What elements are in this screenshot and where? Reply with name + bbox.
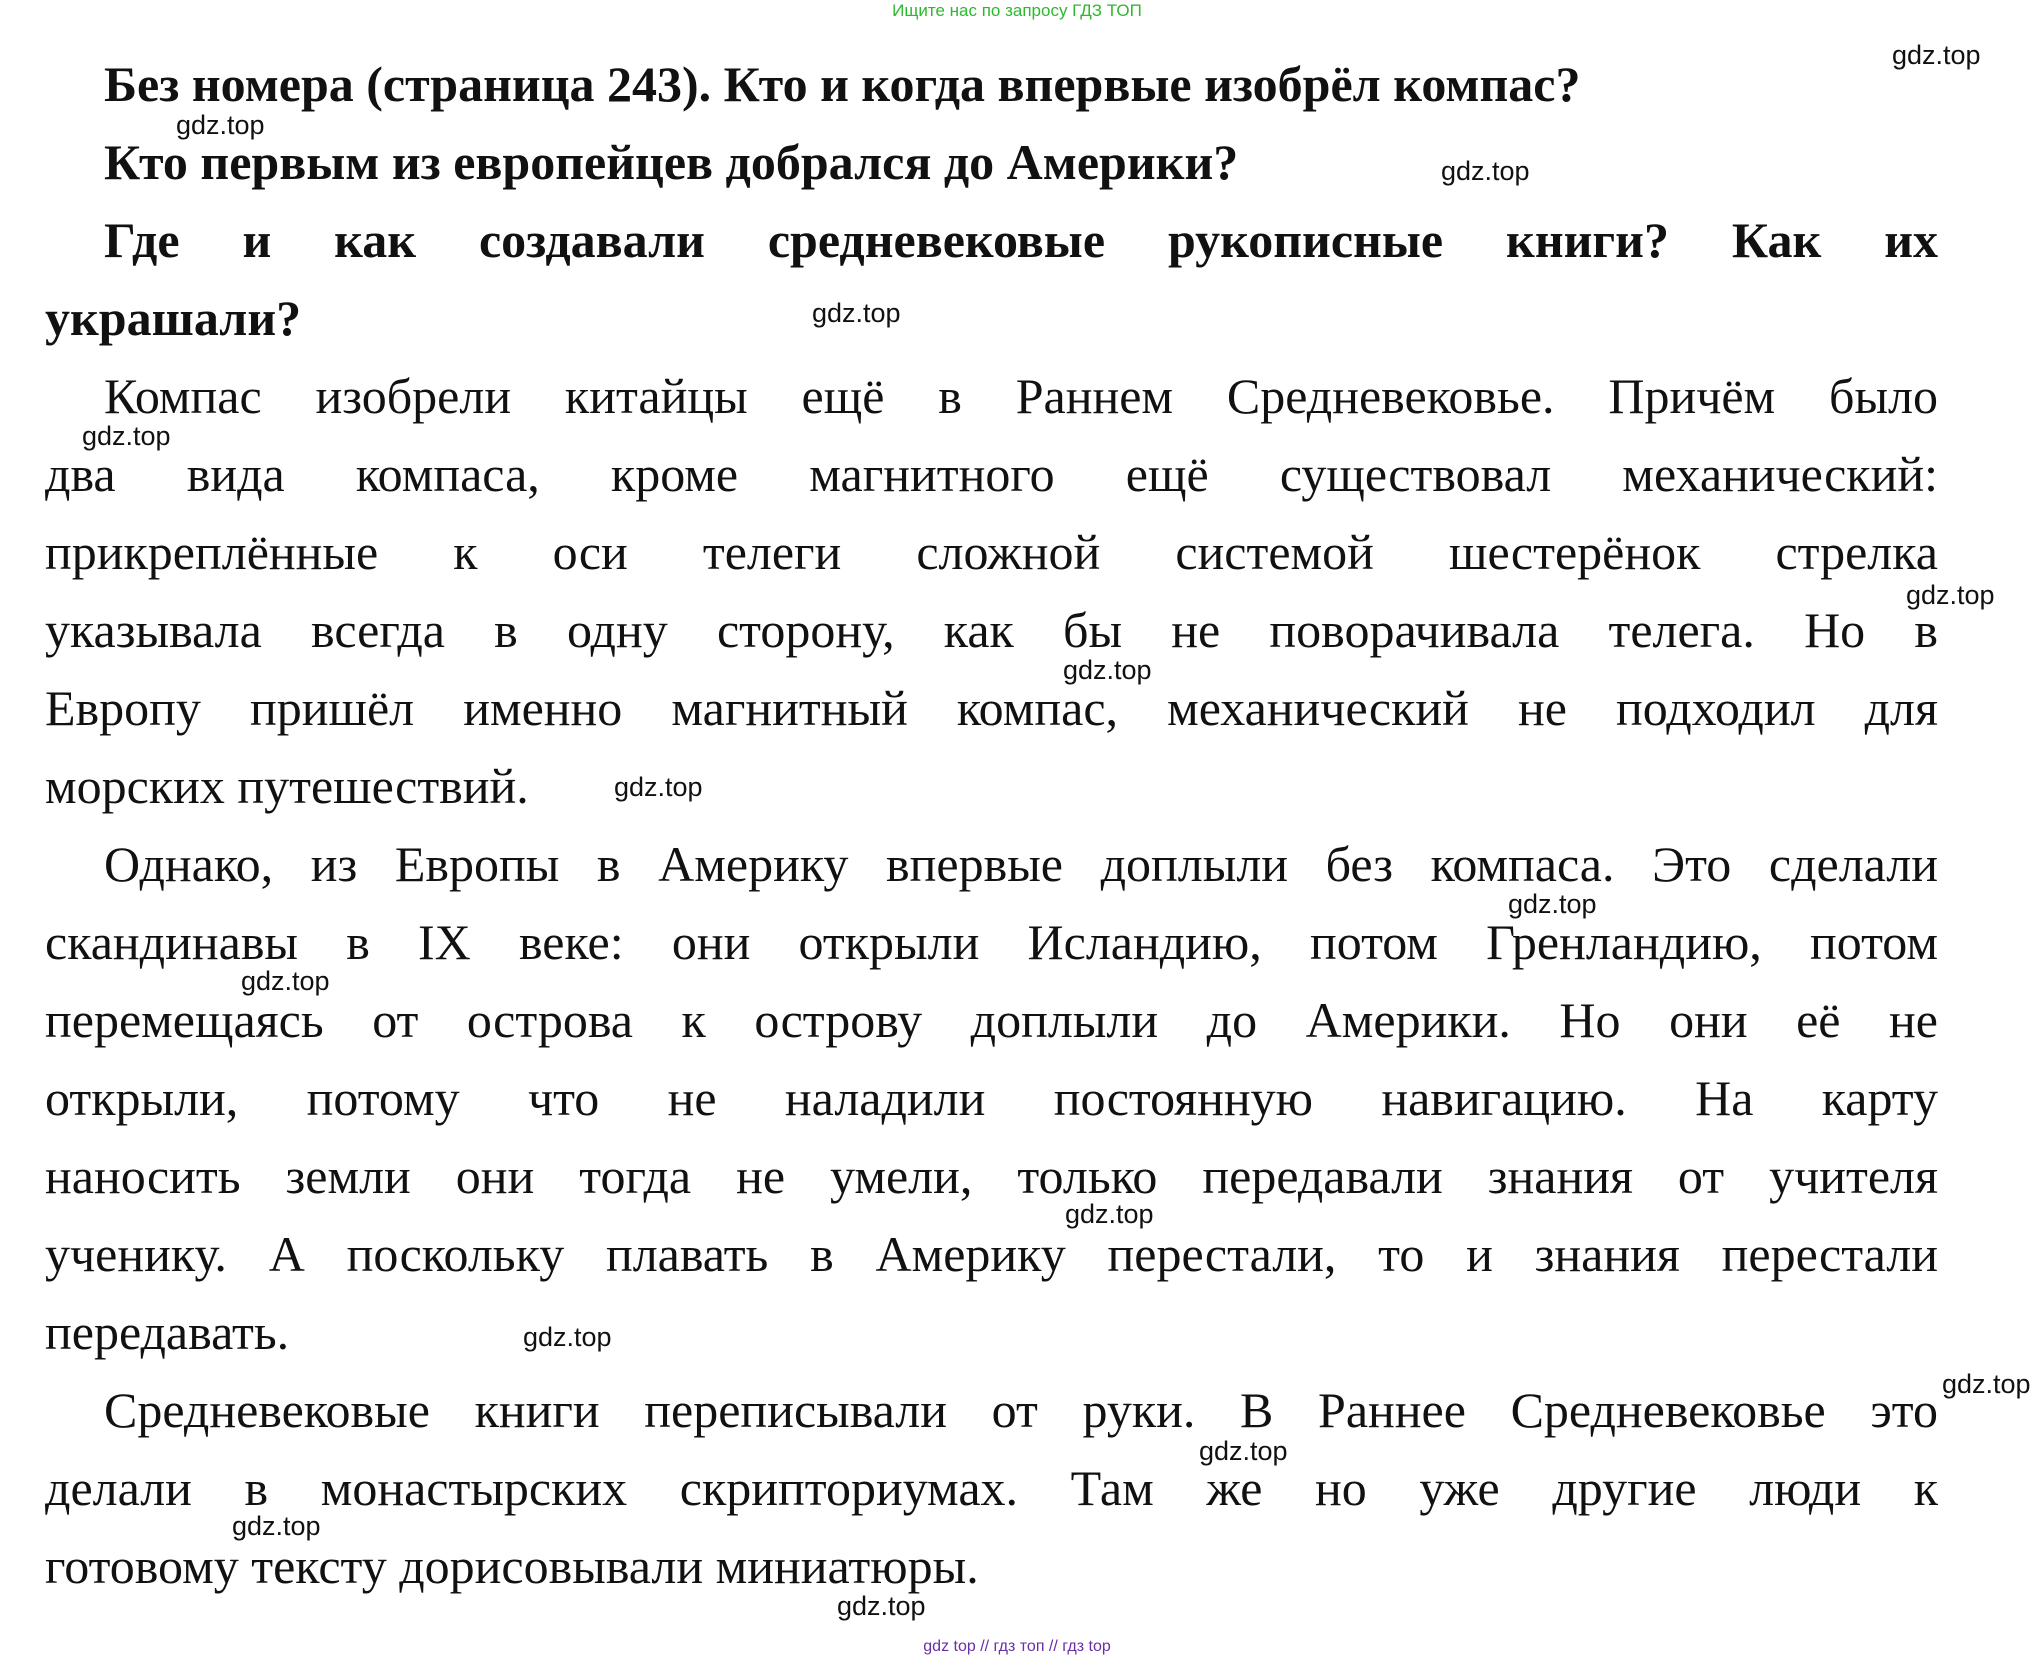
paragraph-line: Компас изобрели китайцы ещё в Раннем Средневековье. Причём было <box>104 368 1938 424</box>
question-line: Без номера (страница 243). Кто и когда впервые изобрёл компас? <box>104 56 1581 112</box>
question-line: Где и как создавали средневековые рукописные книги? Как их <box>104 212 1938 268</box>
top-note: Ищите нас по запросу ГДЗ ТОП <box>892 1 1142 20</box>
paragraph-line: Однако, из Европы в Америку впервые доплыли без компаса. Это сделали <box>104 836 1938 892</box>
paragraph-line: Европу пришёл именно магнитный компас, механический не подходил для <box>45 680 1938 736</box>
paragraph-line: скандинавы в IX веке: они открыли Исландию, потом Гренландию, потом <box>45 914 1938 970</box>
paragraph-line: Средневековые книги переписывали от руки. В Раннее Средневековье это <box>104 1382 1938 1438</box>
paragraph-line: перемещаясь от острова к острову доплыли до Америки. Но они её не <box>45 992 1938 1048</box>
watermark: gdz.top <box>523 1322 612 1352</box>
paragraph-line: передавать. <box>45 1304 290 1360</box>
watermark: gdz.top <box>176 110 265 140</box>
paragraph-line: делали в монастырских скрипториумах. Там же но уже другие люди к <box>45 1460 1938 1516</box>
watermark: gdz.top <box>1065 1199 1154 1229</box>
paragraph-line: указывала всегда в одну сторону, как бы не поворачивала телега. Но в <box>45 602 1938 658</box>
watermark: gdz.top <box>232 1511 321 1541</box>
paragraph-line: прикреплённые к оси телеги сложной системой шестерёнок стрелка <box>45 524 1938 580</box>
watermark: gdz.top <box>82 421 171 451</box>
paragraph-line: готовому тексту дорисовывали миниатюры. <box>45 1538 979 1594</box>
watermark: gdz.top <box>614 772 703 802</box>
watermark: gdz.top <box>1199 1436 1288 1466</box>
paragraph-line: открыли, потому что не наладили постоянную навигацию. На карту <box>45 1070 1938 1126</box>
watermark: gdz.top <box>1942 1369 2031 1399</box>
watermark: gdz.top <box>1508 889 1597 919</box>
question-line: украшали? <box>45 290 302 346</box>
watermark: gdz.top <box>1892 40 1981 70</box>
watermark: gdz.top <box>1906 580 1995 610</box>
paragraph-line: наносить земли они тогда не умели, только передавали знания от учителя <box>45 1148 1938 1204</box>
paragraph-line: ученику. А поскольку плавать в Америку перестали, то и знания перестали <box>45 1226 1938 1282</box>
watermark: gdz.top <box>1441 156 1530 186</box>
watermark: gdz.top <box>837 1591 926 1621</box>
watermark: gdz.top <box>1063 655 1152 685</box>
footer-note: gdz top // гдз топ // гдз top <box>923 1638 1111 1655</box>
paragraph-line: морских путешествий. <box>45 758 529 814</box>
watermark: gdz.top <box>241 966 330 996</box>
question-line: Кто первым из европейцев добрался до Америки? <box>104 134 1239 190</box>
paragraph-line: два вида компаса, кроме магнитного ещё существовал механический: <box>45 446 1938 502</box>
watermark: gdz.top <box>812 298 901 328</box>
